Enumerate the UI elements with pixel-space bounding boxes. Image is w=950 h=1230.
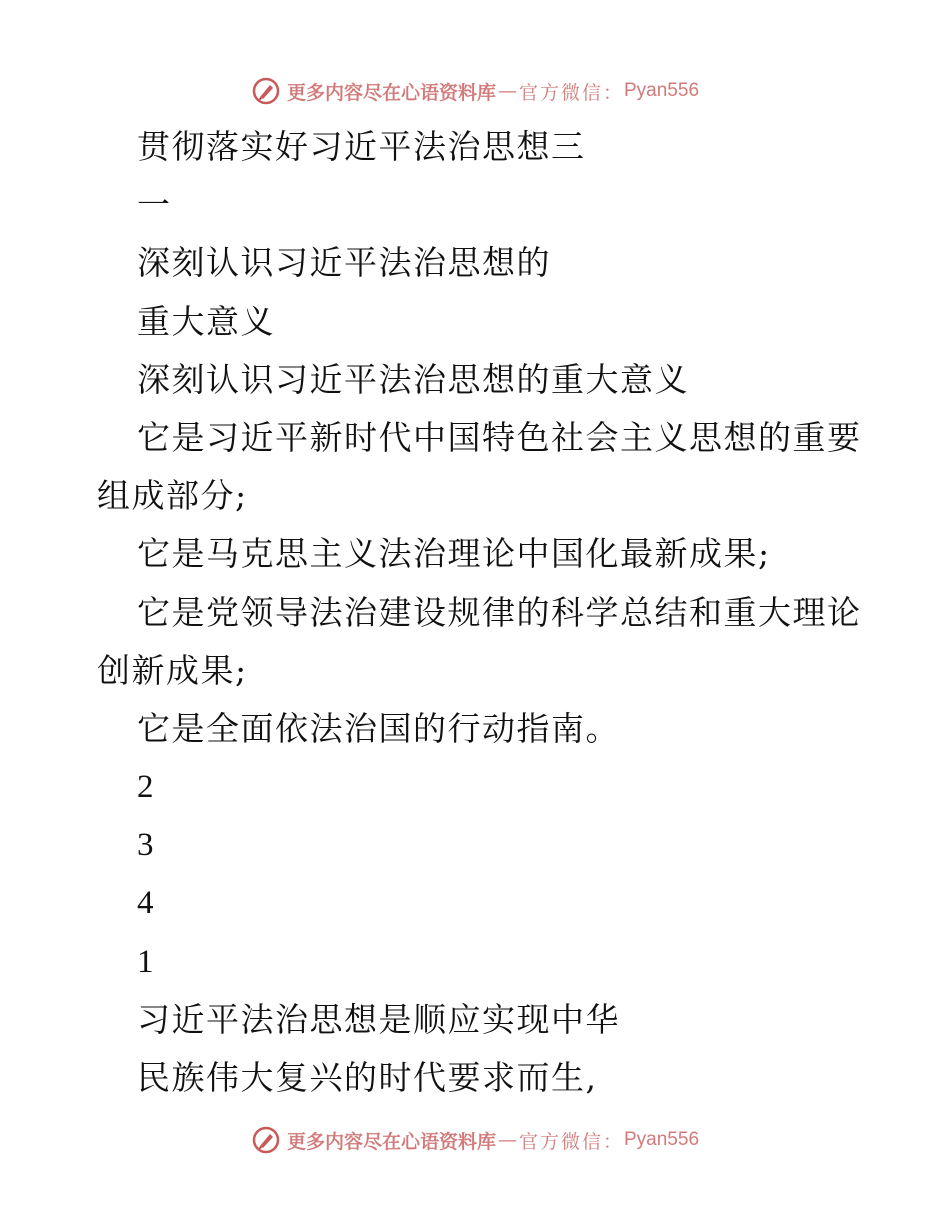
subheading: 深刻认识习近平法治思想的重大意义: [137, 359, 689, 399]
section-heading-line-2: 重大意义: [137, 301, 275, 341]
point-1-line-1: 它是习近平新时代中国特色社会主义思想的重要: [137, 417, 862, 457]
banner-dash: —: [497, 1129, 517, 1151]
list-number-4: 4: [137, 885, 155, 922]
list-number-1: 1: [137, 943, 155, 980]
paragraph-line-2: 民族伟大复兴的时代要求而生,: [137, 1058, 598, 1097]
point-4: 它是全面依法治国的行动指南。: [137, 708, 620, 748]
wechat-label: 官方微信：: [518, 1130, 624, 1153]
banner-dash: —: [497, 80, 517, 102]
footer-watermark-banner: [0, 1120, 950, 1160]
wechat-id: Pyan556: [624, 1129, 700, 1150]
document-title: 贯彻落实好习近平法治思想三: [137, 127, 586, 166]
section-number: 一: [137, 185, 172, 225]
wechat-label: 官方微信：: [518, 81, 624, 104]
list-number-2: 2: [137, 769, 155, 806]
section-heading-line-1: 深刻认识习近平法治思想的: [137, 243, 551, 283]
document-body: [97, 118, 862, 1107]
pen-logo-icon: [251, 76, 281, 106]
pen-logo-icon: [251, 1125, 281, 1155]
point-1-line-2: 组成部分;: [97, 476, 248, 516]
point-2: 它是马克思主义法治理论中国化最新成果;: [137, 534, 771, 574]
point-3-line-2: 创新成果;: [97, 650, 248, 690]
point-3-line-1: 它是党领导法治建设规律的科学总结和重大理论: [137, 592, 862, 632]
site-name: 更多内容尽在心语资料库: [286, 81, 496, 104]
site-name: 更多内容尽在心语资料库: [286, 1130, 496, 1153]
wechat-id: Pyan556: [624, 80, 700, 101]
header-watermark-banner: [0, 71, 950, 111]
list-number-3: 3: [137, 827, 155, 864]
paragraph-line-1: 习近平法治思想是顺应实现中华: [137, 999, 620, 1039]
